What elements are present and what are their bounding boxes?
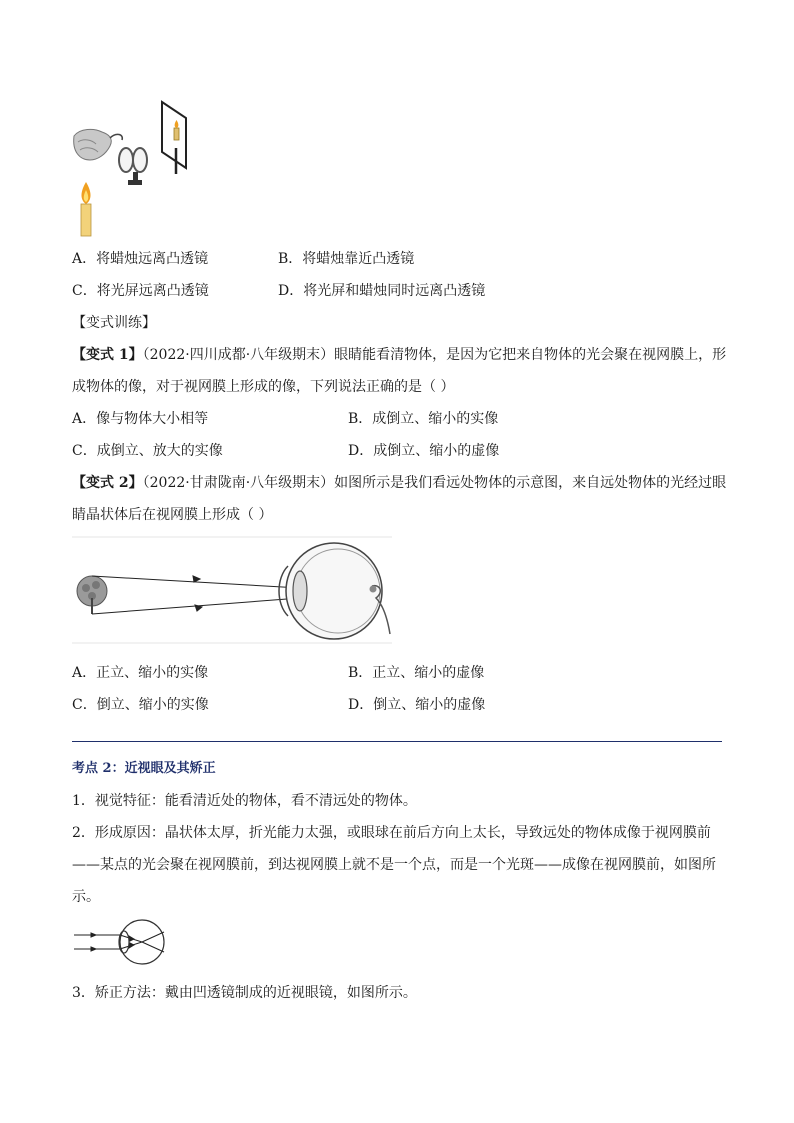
variant1-stem-line1 bbox=[72, 345, 726, 365]
lens-experiment-illustration bbox=[70, 98, 200, 240]
variant2-option-a: A．正立、缩小的实像 bbox=[72, 665, 209, 681]
hand-icon bbox=[74, 129, 123, 160]
variant1-option-a: A．像与物体大小相等 bbox=[72, 411, 209, 427]
tree-icon bbox=[77, 576, 107, 614]
section2-p2-line3: 示。 bbox=[72, 889, 100, 905]
option-b: B．将蜡烛靠近凸透镜 bbox=[278, 251, 415, 267]
variant1-option-b: B．成倒立、缩小的实像 bbox=[348, 411, 499, 427]
variant2-option-b: B．正立、缩小的虚像 bbox=[348, 665, 485, 681]
variant1-option-c: C．成倒立、放大的实像 bbox=[72, 443, 223, 459]
variant2-text: （2022·甘肃陇南·八年级期末）如图所示是我们看远处物体的示意图，来自远处物体的光经过眼 bbox=[142, 475, 727, 491]
section2-title: 考点 2：近视眼及其矫正 bbox=[72, 761, 216, 776]
light-screen-icon bbox=[162, 102, 186, 174]
variant2-option-c: C．倒立、缩小的实像 bbox=[72, 697, 209, 713]
variant1-option-d: D．成倒立、缩小的虚像 bbox=[348, 443, 500, 459]
eye-diagram bbox=[72, 536, 392, 644]
section2-p2-line2: ——某点的光会聚在视网膜前，到达视网膜上就不是一个点，而是一个光斑——成像在视网膜前，如图所 bbox=[72, 857, 716, 873]
variant1-text: （2022·四川成都·八年级期末）眼睛能看清物体，是因为它把来自物体的光会聚在视网膜上，形 bbox=[142, 347, 727, 363]
eyeball-icon bbox=[279, 543, 390, 639]
section2-p1: 1．视觉特征：能看清近处的物体，看不清远处的物体。 bbox=[72, 793, 417, 809]
convex-lens-icon bbox=[119, 148, 147, 185]
variant1-stem-line2: 成物体的像，对于视网膜上形成的像，下列说法正确的是（ ） bbox=[72, 379, 455, 395]
option-c: C．将光屏远离凸透镜 bbox=[72, 283, 209, 299]
section2-p3: 3．矫正方法：戴由凹透镜制成的近视眼镜，如图所示。 bbox=[72, 985, 417, 1001]
candle-icon bbox=[81, 182, 91, 236]
section2-p2-line1: 2．形成原因：晶状体太厚，折光能力太强，或眼球在前后方向上太长，导致远处的物体成像于视网膜前 bbox=[72, 825, 711, 841]
myopia-eye-diagram bbox=[72, 918, 172, 968]
section-divider bbox=[72, 741, 722, 742]
variant1-label: 【变式 1】 bbox=[72, 347, 143, 363]
variant2-label: 【变式 2】 bbox=[72, 475, 143, 491]
training-header: 【变式训练】 bbox=[72, 315, 156, 331]
variant2-option-d: D．倒立、缩小的虚像 bbox=[348, 697, 486, 713]
variant2-stem-line1 bbox=[72, 473, 726, 493]
option-d: D．将光屏和蜡烛同时远离凸透镜 bbox=[278, 283, 486, 299]
variant2-stem-line2: 睛晶状体后在视网膜上形成（ ） bbox=[72, 507, 273, 523]
option-a: A．将蜡烛远离凸透镜 bbox=[72, 251, 209, 267]
